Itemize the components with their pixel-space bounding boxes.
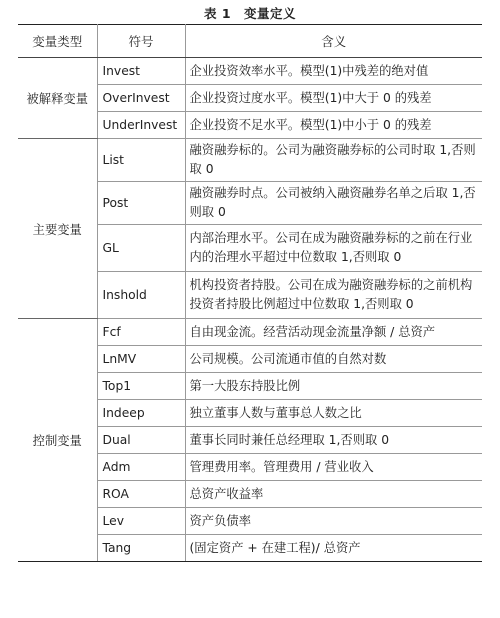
meaning-cell: 管理费用率。管理费用 / 营业收入 xyxy=(185,454,482,481)
meaning-cell: 机构投资者持股。公司在成为融资融券标的之前机构投资者持股比例超过中位数取 1,否则取 0 xyxy=(185,272,482,319)
table-row xyxy=(18,319,482,346)
meaning-cell: 公司规模。公司流通市值的自然对数 xyxy=(185,346,482,373)
meaning-cell: 资产负债率 xyxy=(185,508,482,535)
symbol-cell: Indeep xyxy=(97,400,185,427)
meaning-cell: 董事长同时兼任总经理取 1,否则取 0 xyxy=(185,427,482,454)
meaning-cell: 内部治理水平。公司在成为融资融券标的之前在行业内的治理水平超过中位数取 1,否则取 0 xyxy=(185,225,482,272)
group-label-main: 主要变量 xyxy=(18,139,97,319)
meaning-cell: 企业投资过度水平。模型(1)中大于 0 的残差 xyxy=(185,85,482,112)
meaning-cell: 总资产收益率 xyxy=(185,481,482,508)
symbol-cell: List xyxy=(97,139,185,182)
header-meaning: 含义 xyxy=(185,25,482,58)
symbol-cell: OverInvest xyxy=(97,85,185,112)
group-label-control: 控制变量 xyxy=(18,319,97,562)
header-type: 变量类型 xyxy=(18,25,97,58)
symbol-cell: LnMV xyxy=(97,346,185,373)
symbol-cell: Post xyxy=(97,182,185,225)
symbol-cell: Fcf xyxy=(97,319,185,346)
meaning-cell: 自由现金流。经营活动现金流量净额 / 总资产 xyxy=(185,319,482,346)
meaning-cell: 融资融券时点。公司被纳入融资融券名单之后取 1,否则取 0 xyxy=(185,182,482,225)
symbol-cell: Top1 xyxy=(97,373,185,400)
meaning-cell: 融资融券标的。公司为融资融券标的公司时取 1,否则取 0 xyxy=(185,139,482,182)
symbol-cell: UnderInvest xyxy=(97,112,185,139)
symbol-cell: Dual xyxy=(97,427,185,454)
meaning-cell: 独立董事人数与董事总人数之比 xyxy=(185,400,482,427)
symbol-cell: Lev xyxy=(97,508,185,535)
table-row xyxy=(18,139,482,182)
symbol-cell: Invest xyxy=(97,58,185,85)
group-label-explained: 被解释变量 xyxy=(18,58,97,139)
table-header-row xyxy=(18,25,482,58)
header-symbol: 符号 xyxy=(97,25,185,58)
meaning-cell: 第一大股东持股比例 xyxy=(185,373,482,400)
table-title: 表 1 变量定义 xyxy=(203,6,297,21)
symbol-cell: Tang xyxy=(97,535,185,562)
symbol-cell: Inshold xyxy=(97,272,185,319)
table-row xyxy=(18,58,482,85)
variable-definition-table xyxy=(18,24,482,562)
meaning-cell: 企业投资不足水平。模型(1)中小于 0 的残差 xyxy=(185,112,482,139)
meaning-cell: (固定资产 + 在建工程)/ 总资产 xyxy=(185,535,482,562)
symbol-cell: ROA xyxy=(97,481,185,508)
symbol-cell: GL xyxy=(97,225,185,272)
meaning-cell: 企业投资效率水平。模型(1)中残差的绝对值 xyxy=(185,58,482,85)
symbol-cell: Adm xyxy=(97,454,185,481)
